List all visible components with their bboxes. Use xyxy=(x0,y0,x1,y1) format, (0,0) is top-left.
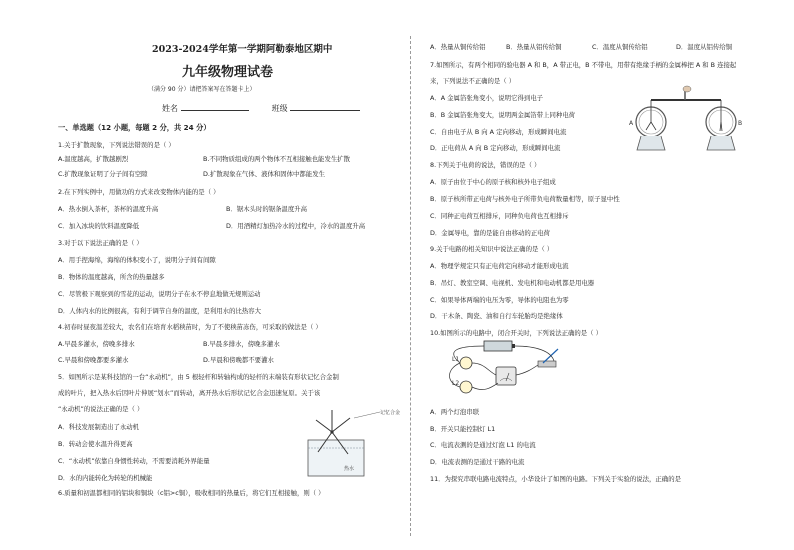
fig5-water-label: 热水 xyxy=(344,466,355,472)
q2-option-b: B．锯木头时的锯条温度升高 xyxy=(226,205,308,213)
q1-option-b: B.不同物质组成的两个物体不互相接触也能发生扩散 xyxy=(203,155,351,163)
fig10-label-l2: L2 xyxy=(452,380,460,387)
exam-title-line1: 2023-2024学年第一学期阿勒泰地区期中 xyxy=(152,44,333,55)
perpetual-motion-figure xyxy=(288,402,406,478)
fig5-alloy-label: 记忆合金 xyxy=(380,410,401,416)
q8-option-c: C．同种正电荷互相排斥，同种负电荷也互相排斥 xyxy=(430,212,569,220)
q2-option-d: D．用酒精灯加热冷水的过程中，冷水的温度升高 xyxy=(226,222,366,230)
exam-note: （满分 90 分）请把答案写在答题卡上） xyxy=(148,86,256,93)
q3-option-b: B．物体的温度越高，所含的热量越多 xyxy=(58,273,165,281)
q3-option-d: D．人体内水的比例很高，有利于调节自身的温度，是利用水的比热容大 xyxy=(58,307,262,315)
q6-option-c: C．温度从铜传给铝 xyxy=(592,43,648,51)
q4-option-b: B.早晨多排水，傍晚多灌水 xyxy=(203,340,280,348)
q1-stem: 1.关于扩散现象，下列说法错误的是（ ） xyxy=(58,141,175,149)
circuit-figure xyxy=(426,337,576,405)
q9-stem: 9.关于电路的相关知识中说法正确的是（ ） xyxy=(430,245,554,253)
q5-option-b: B．转动会使水温升得更高 xyxy=(58,440,133,448)
q3-stem: 3.对于以下说法正确的是（ ） xyxy=(58,239,143,247)
q3-option-c: C．尽管极下观察到的雪花的运动，说明分子在永不停息地做无规则运动 xyxy=(58,290,261,298)
q6-option-a: A．热量从铜传给铝 xyxy=(430,43,486,51)
name-underline xyxy=(181,103,249,111)
q7-option-c: C．自由电子从 B 向 A 定向移动，形成瞬间电流 xyxy=(430,128,567,136)
column-divider xyxy=(410,36,411,536)
q6-option-b: B．热量从铝传给铜 xyxy=(506,43,562,51)
q9-option-d: D．干木条、陶瓷、油和自行车轮胎均是绝缘体 xyxy=(430,312,563,320)
q9-option-c: C．如果导体两端的电压为零，导体的电阻也为零 xyxy=(430,296,569,304)
q1-option-c: C.扩散现象证明了分子间有空隙 xyxy=(58,170,148,178)
fig7-label-b: B xyxy=(738,120,743,127)
q2-option-a: A．热水倒入茶杯，茶杯的温度升高 xyxy=(58,205,159,213)
q4-option-d: D.早晨和傍晚都不要灌水 xyxy=(203,356,274,364)
q5-stem-line1: 5．如图所示是某科技馆的一台“永动机”，由 5 根轻杆和转轴构成的轻杆的末端装有形状记忆合金制 xyxy=(58,373,339,381)
q2-stem: 2.在下列实例中，用做功的方式来改变物体内能的是（ ） xyxy=(58,188,220,196)
name-field xyxy=(162,103,360,113)
section-heading: 一、单选题（12 小题，每题 2 分，共 24 分） xyxy=(58,123,211,132)
q5-stem-line2: 成的叶片，把入热水后因叶片伸展“划水”而转动，离开热水后形状记忆合金迅速复原。关于该 xyxy=(58,389,321,397)
q10-option-a: A．两个灯泡串联 xyxy=(430,408,480,416)
fig7-label-a: A xyxy=(629,120,634,127)
q3-option-a: A．用手捏海绵，海绵的体积变小了，说明分子间有间隙 xyxy=(58,256,216,264)
q7-stem-line1: 7.如图所示，有两个相同的验电器 A 和 B，A 带正电，B 不带电，用带有绝缘手柄的金属棒把 A 和 B 连接起 xyxy=(430,61,737,69)
q7-option-b: B．B 金属箔张角变大，说明两金属箔带上同种电荷 xyxy=(430,111,576,119)
q5-option-d: D．水的内能转化为转轮的机械能 xyxy=(58,474,153,482)
name-label: 姓名 xyxy=(162,104,178,113)
q4-option-c: C.早晨和傍晚都要多灌水 xyxy=(58,356,129,364)
q5-option-c: C．“永动机”依靠自身惯性转动，不需要消耗外界能量 xyxy=(58,457,210,465)
q7-option-a: A．A 金属箔张角变小，说明它得到电子 xyxy=(430,94,544,102)
q6-option-d: D．温度从铝传给铜 xyxy=(676,43,733,51)
q2-option-c: C．加入冰块的饮料温度降低 xyxy=(58,222,140,230)
q1-option-d: D.扩散现象在气体、液体和固体中都能发生 xyxy=(203,170,325,178)
q9-option-a: A．物理学规定只有正电荷定向移动才能形成电流 xyxy=(430,262,569,270)
fig10-label-l1: L1 xyxy=(452,356,460,363)
q5-stem-line3: “永动机”的说法正确的是（ ） xyxy=(58,405,144,413)
q11-stem: 11．为探究串联电路电流特点，小华设计了如图的电路。下列关于实验的说法，正确的是 xyxy=(430,475,681,483)
q10-stem: 10.如图所示的电路中，闭合开关时，下列说法正确的是（ ） xyxy=(430,329,602,337)
q4-option-a: A.早晨多灌水，傍晚多排水 xyxy=(58,340,135,348)
q10-option-b: B．开关只能控制灯 L1 xyxy=(430,425,496,433)
q9-option-b: B．吊灯、教室空调、电视机、发电机和电动机都是用电器 xyxy=(430,279,595,287)
q8-option-d: D．金属导电，靠的是能自由移动的正电荷 xyxy=(430,229,550,237)
q1-option-a: A.温度越高，扩散越剧烈 xyxy=(58,155,129,163)
q7-stem-line2: 来，下列说法不正确的是（ ） xyxy=(430,77,516,85)
class-label: 班级 xyxy=(271,104,288,113)
q4-stem: 4.初春时昼夜温差较大，农名们在培育水稻秧苗时，为了不使秧苗冻伤，可采取的做法是（ ） xyxy=(58,323,322,331)
class-underline xyxy=(290,103,360,111)
q10-option-c: C．电流表测的是通过灯泡 L1 的电流 xyxy=(430,441,536,449)
q5-option-a: A．科技发展制造出了永动机 xyxy=(58,423,140,431)
q8-stem: 8.下列关于电荷的说法，错误的是（ ） xyxy=(430,161,541,169)
q6-stem: 6.质量和初温都相同的铝块和铜块（c铝>c铜），吸收相同的热量后，将它们互相接触，则（ ） xyxy=(58,489,325,497)
q8-option-b: B．原子核所带正电荷与核外电子所带负电荷数量相等，原子显中性 xyxy=(430,195,620,203)
q8-option-a: A．原子由位于中心的原子核和核外电子组成 xyxy=(430,178,556,186)
exam-title-line2: 九年级物理试卷 xyxy=(182,65,274,80)
q10-option-d: D．电流表测的是通过干路的电流 xyxy=(430,458,525,466)
electroscope-figure xyxy=(621,84,749,156)
q7-option-d: D．正电荷从 A 向 B 定向移动，形成瞬间电流 xyxy=(430,144,561,152)
